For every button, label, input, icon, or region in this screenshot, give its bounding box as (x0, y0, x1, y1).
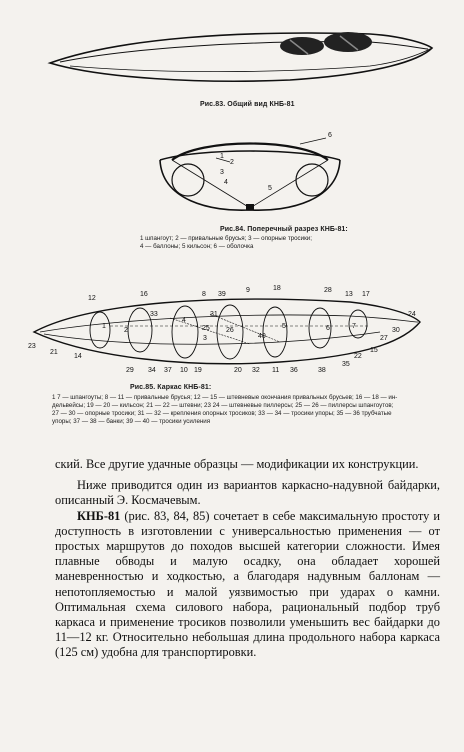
fig85-label: 13 (345, 291, 353, 298)
fig85-label: 39 (218, 291, 226, 298)
fig85-label: 3 (203, 335, 207, 342)
fig85-label: 28 (324, 287, 332, 294)
body-text (55, 457, 440, 661)
fig85-label: 15 (370, 347, 378, 354)
fig83-kayak-side-view (40, 18, 440, 98)
fig85-label: 24 (408, 311, 416, 318)
fig84-label: 2 (230, 159, 234, 166)
fig85-label: 34 (148, 367, 156, 374)
kayak-hull-outline (50, 33, 432, 81)
fig84-label: 6 (328, 132, 332, 139)
fig85-label: 1 (102, 323, 106, 330)
fig85-label: 6 (326, 325, 330, 332)
fig85-label: 12 (88, 295, 96, 302)
fig85-label: 20 (234, 367, 242, 374)
fig85-label: 27 (380, 335, 388, 342)
fig83-caption: Рис.83. Общий вид КНБ-81 (200, 101, 295, 108)
fig84-label: 5 (268, 185, 272, 192)
fig85-label: 21 (50, 349, 58, 356)
fig85-label: 8 (202, 291, 206, 298)
fig85-label: 5 (282, 323, 286, 330)
fig85-label: 18 (273, 285, 281, 292)
fig85-label: 14 (74, 353, 82, 360)
fig85-label: 31 (210, 311, 218, 318)
model-name: КНБ-81 (77, 508, 121, 523)
fig85-label: 33 (150, 311, 158, 318)
fig85-caption: Рис.85. Каркас КНБ-81: (130, 384, 212, 391)
paragraph: Ниже приводится один из вариантов каркасно-надувной байдарки, описанный Э. Космачевым. (55, 478, 440, 508)
fig85-label: 35 (342, 361, 350, 368)
fig85-label: 16 (140, 291, 148, 298)
fig85-label: 23 (28, 343, 36, 350)
fig85-label: 7 (352, 323, 356, 330)
fig85-label: 40 (258, 333, 266, 340)
fig85-label: 25 (202, 325, 210, 332)
fig85-label: 10 (180, 367, 188, 374)
fig85-label: 9 (246, 287, 250, 294)
cockpit-front (280, 37, 324, 55)
fig84-label: 1 (220, 153, 224, 160)
fig85-label: 4 (182, 317, 186, 324)
keelson (246, 204, 254, 210)
paragraph: ский. Все другие удачные образцы — модификации их конструкции. (55, 457, 419, 471)
fig85-label: 19 (194, 367, 202, 374)
fig85-label: 17 (362, 291, 370, 298)
fig85-label: 32 (252, 367, 260, 374)
fig84-legend: 1 шпангоут; 2 — привальные брусья; 3 — опорные тросики; 4 — баллоны; 5 кильсон; 6 — оболочка (140, 235, 312, 250)
balloon-right (296, 164, 328, 196)
fig84-caption: Рис.84. Поперечный разрез КНБ-81: (220, 226, 348, 233)
paragraph: КНБ-81 (рис. 83, 84, 85) сочетает в себе максимальную простоту и доступность в изготовлении с универсальностью применения — от простых маршрутов до походов высшей категории сложности. Имея плавные обводы и малую осадку, она обладает хорошей маневренностью и ходкостью, а благодаря надувным баллонам — непотопляемостью и малой уязвимостью при ударах о камни. Оптимальная схема силового набора, рациональный подбор труб каркаса и применение тросиков позволили уменьшить вес байдарки до 11—12 кг. Относительно небольшая длина продольного набора каркаса (125 см) удобна для транспортировки. (55, 508, 440, 660)
fig85-label: 37 (164, 367, 172, 374)
balloon-left (172, 164, 204, 196)
fig84-cross-section (150, 130, 350, 220)
kayak-deck-line (60, 42, 428, 62)
fig85-label: 11 (272, 367, 280, 374)
fig84-label: 4 (224, 179, 228, 186)
fig85-label: 26 (226, 327, 234, 334)
fig85-legend: 1 7 — шпангоуты; 8 — 11 — привальные брусья; 12 — 15 — штевневые окончания привальных брусьев; 16 — 18 — ин- дельвейсы; 19 — 20 — кильсон; 21 — 22 — штевни; 23 24 — штевневые пиллерсы; 25 — 26 — пиллерсы шпангоутов; 27 — 30 — опорные тросики; 31 — 32 — крепления опорных тросиков; 33 — 34 — тросики упоры; 35 — 36 трубчатые упоры; 37 — 38 — банки; 39 — 40 — тросики усиления (52, 394, 398, 425)
hull-shell (160, 160, 340, 210)
fig85-label: 38 (318, 367, 326, 374)
fig84-label: 3 (220, 169, 224, 176)
fig85-label: 22 (354, 353, 362, 360)
fig85-label: 30 (392, 327, 400, 334)
fig85-label: 2 (124, 327, 128, 334)
fig85-label: 29 (126, 367, 134, 374)
fig85-kayak-frame (20, 282, 430, 382)
fig85-label: 36 (290, 367, 298, 374)
